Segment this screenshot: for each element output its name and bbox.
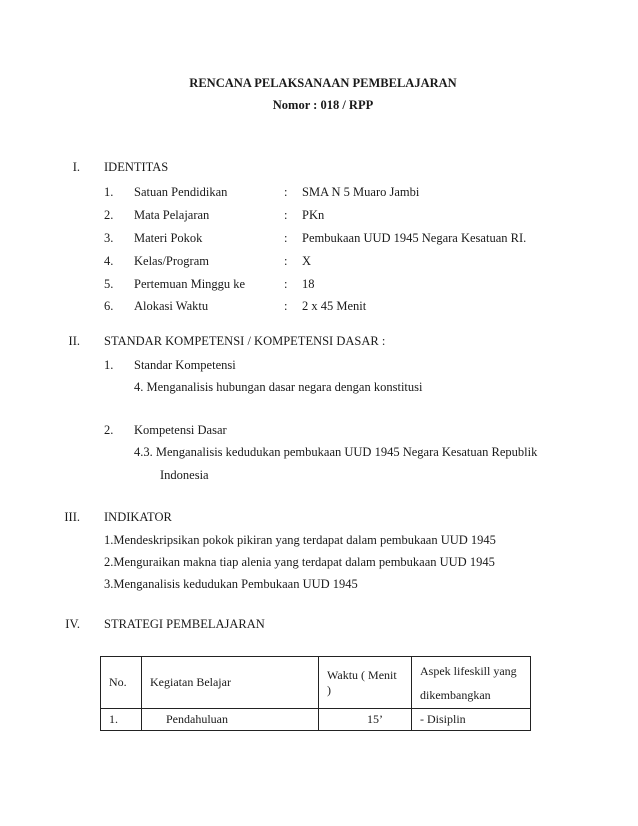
identity-number: 2. xyxy=(104,208,114,222)
identity-number: 4. xyxy=(104,254,114,268)
cell-kegiatan: Pendahuluan xyxy=(142,709,319,731)
identity-label: Kelas/Program xyxy=(134,254,209,268)
section-title: IDENTITAS xyxy=(104,160,169,174)
identity-value: 18 xyxy=(302,277,315,291)
identity-label: Mata Pelajaran xyxy=(134,208,210,222)
header-aspek xyxy=(412,657,531,709)
identity-separator: : xyxy=(284,231,288,245)
sk-number: 1. xyxy=(104,358,114,372)
identity-number: 6. xyxy=(104,299,114,313)
document-title: RENCANA PELAKSANAAN PEMBELAJARAN xyxy=(189,76,457,90)
sk-title: Standar Kompetensi xyxy=(134,358,236,372)
identity-value: 2 x 45 Menit xyxy=(302,299,367,313)
kd-item-line1: 4.3. Menganalisis kedudukan pembukaan UUD 1945 Negara Kesatuan Republik xyxy=(134,445,538,459)
table-row xyxy=(101,709,531,731)
identity-separator: : xyxy=(284,254,288,268)
strategy-table xyxy=(100,656,531,731)
section-number: I. xyxy=(72,160,80,174)
kd-item-line2: Indonesia xyxy=(160,468,209,482)
cell-no: 1. xyxy=(101,709,142,731)
identity-separator: : xyxy=(284,299,288,313)
header-no: No. xyxy=(101,657,142,709)
section-title: STRATEGI PEMBELAJARAN xyxy=(104,617,265,631)
kd-number: 2. xyxy=(104,423,114,437)
identity-number: 1. xyxy=(104,185,114,199)
identity-label: Materi Pokok xyxy=(134,231,203,245)
kd-title: Kompetensi Dasar xyxy=(134,423,227,437)
identity-label: Satuan Pendidikan xyxy=(134,185,228,199)
identity-label: Pertemuan Minggu ke xyxy=(134,277,246,291)
identity-number: 3. xyxy=(104,231,114,245)
indicator-item: 2.Menguraikan makna tiap alenia yang terdapat dalam pembukaan UUD 1945 xyxy=(104,555,495,569)
indicator-item: 1.Mendeskripsikan pokok pikiran yang terdapat dalam pembukaan UUD 1945 xyxy=(104,533,496,547)
indicator-item: 3.Menganalisis kedudukan Pembukaan UUD 1945 xyxy=(104,577,358,591)
table-header-row xyxy=(101,657,531,709)
cell-waktu: 15’ xyxy=(319,709,412,731)
section-number: II. xyxy=(68,334,80,348)
header-kegiatan: Kegiatan Belajar xyxy=(142,657,319,709)
identity-number: 5. xyxy=(104,277,114,291)
identity-value: PKn xyxy=(302,208,325,222)
section-title: INDIKATOR xyxy=(104,510,172,524)
header-aspek-line1: Aspek lifeskill yang xyxy=(420,663,517,678)
identity-value: Pembukaan UUD 1945 Negara Kesatuan RI. xyxy=(302,231,527,245)
identity-separator: : xyxy=(284,208,288,222)
header-aspek-line2: dikembangkan xyxy=(420,687,491,702)
sk-item: 4. Menganalisis hubungan dasar negara dengan konstitusi xyxy=(134,380,423,394)
identity-value: SMA N 5 Muaro Jambi xyxy=(302,185,420,199)
identity-label: Alokasi Waktu xyxy=(134,299,209,313)
identity-value: X xyxy=(302,254,312,268)
identity-separator: : xyxy=(284,277,288,291)
section-number: III. xyxy=(64,510,80,524)
section-number: IV. xyxy=(65,617,80,631)
header-waktu: Waktu ( Menit ) xyxy=(319,657,412,709)
document-number: Nomor : 018 / RPP xyxy=(272,98,374,112)
identity-separator: : xyxy=(284,185,288,199)
cell-aspek: - Disiplin xyxy=(412,709,531,731)
section-title: STANDAR KOMPETENSI / KOMPETENSI DASAR : xyxy=(104,334,386,348)
